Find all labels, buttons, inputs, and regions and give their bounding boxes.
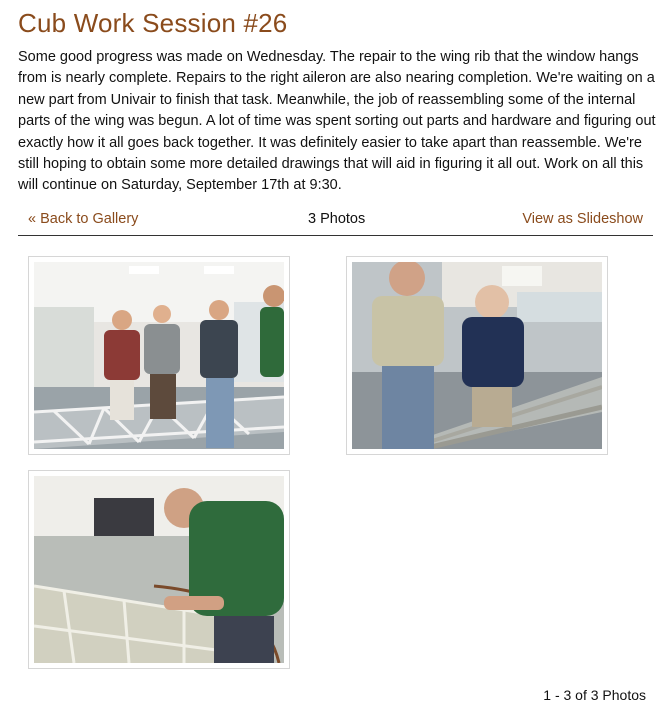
photo-two-men-inspecting-icon xyxy=(352,262,602,449)
photo-thumbnail-1[interactable] xyxy=(28,256,290,455)
back-to-gallery-link[interactable]: « Back to Gallery xyxy=(28,211,139,227)
photo-man-working-on-frame-icon xyxy=(34,476,284,663)
page-title: Cub Work Session #26 xyxy=(18,8,288,38)
photo-thumbnail-2[interactable] xyxy=(346,256,608,455)
view-slideshow-link[interactable]: View as Slideshow xyxy=(522,211,643,227)
photo-group-around-wing-icon xyxy=(34,262,284,449)
photo-thumbnail-3[interactable] xyxy=(28,470,290,669)
photo-count: 3 Photos xyxy=(308,211,366,227)
pagination-summary: 1 - 3 of 3 Photos xyxy=(543,687,646,703)
gallery-nav-bar xyxy=(18,208,653,236)
gallery-description: Some good progress was made on Wednesday. The repair to the wing rib that the window hangs from is nearly complete. Repairs to the right aileron are also nearing completion. We're waiting on a new part from Univair to finish that task. Meanwhile, the job of reassembling some of the internal parts of the wing was begun. A lot of time was spent sorting out parts and hardware and figuring out exactly how it all goes back together. It was definitely easier to take apart than reassemble. We're still hoping to obtain some more detailed drawings that will aid in figuring it all out. Work on all this will continue on Saturday, September 17th at 9:30. xyxy=(18,49,656,194)
